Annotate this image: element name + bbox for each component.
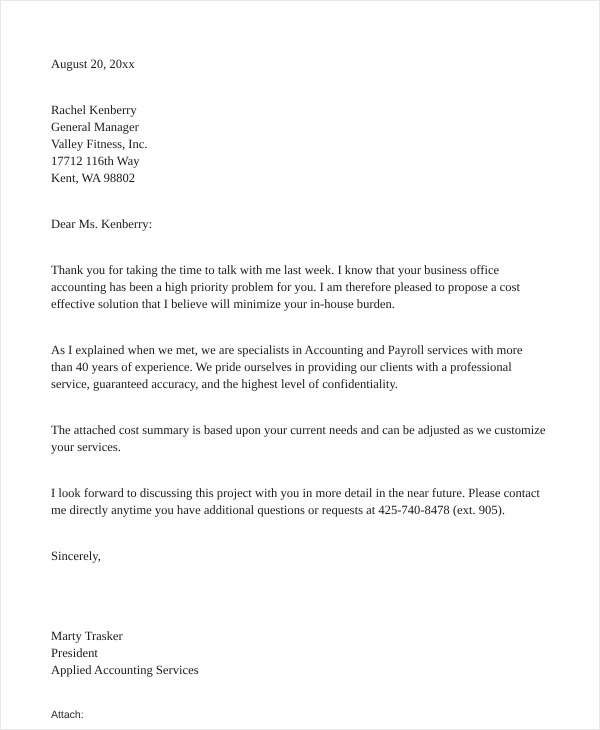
recipient-title: General Manager: [51, 120, 139, 134]
salutation: Dear Ms. Kenberry:: [51, 217, 153, 231]
recipient-name: Rachel Kenberry: [51, 103, 137, 117]
body-paragraph-3: The attached cost summary is based upon your current needs and can be adjusted as we customize your services.: [51, 423, 546, 454]
sender-company: Applied Accounting Services: [51, 663, 199, 677]
recipient-address-block: [51, 102, 547, 187]
recipient-city-state-zip: Kent, WA 98802: [51, 171, 136, 185]
recipient-street: 17712 116th Way: [51, 154, 140, 168]
attachment-note: Attach:: [51, 709, 84, 721]
recipient-company: Valley Fitness, Inc.: [51, 137, 148, 151]
sender-title: President: [51, 646, 98, 660]
closing-line: Sincerely,: [51, 549, 101, 563]
letter-content: [51, 56, 547, 722]
sender-name: Marty Trasker: [51, 629, 123, 643]
letter-date: August 20, 20xx: [51, 57, 135, 71]
body-paragraph-4: I look forward to discussing this project with you in more detail in the near future. Please contact me directly anytime you have additional questions or requests at 425-740-8478 (ext. 905).: [51, 486, 540, 517]
body-paragraph-2: As I explained when we met, we are specialists in Accounting and Payroll services with more than 40 years of experience. We pride ourselves in providing our clients with a professional service, guaranteed accuracy, and the highest level of confidentiality.: [51, 343, 523, 391]
signature-block: [51, 628, 547, 679]
body-paragraph-1: Thank you for taking the time to talk with me last week. I know that your business office accounting has been a high priority problem for you. I am therefore pleased to propose a cost effective solution that I believe will minimize your in-house burden.: [51, 263, 520, 311]
